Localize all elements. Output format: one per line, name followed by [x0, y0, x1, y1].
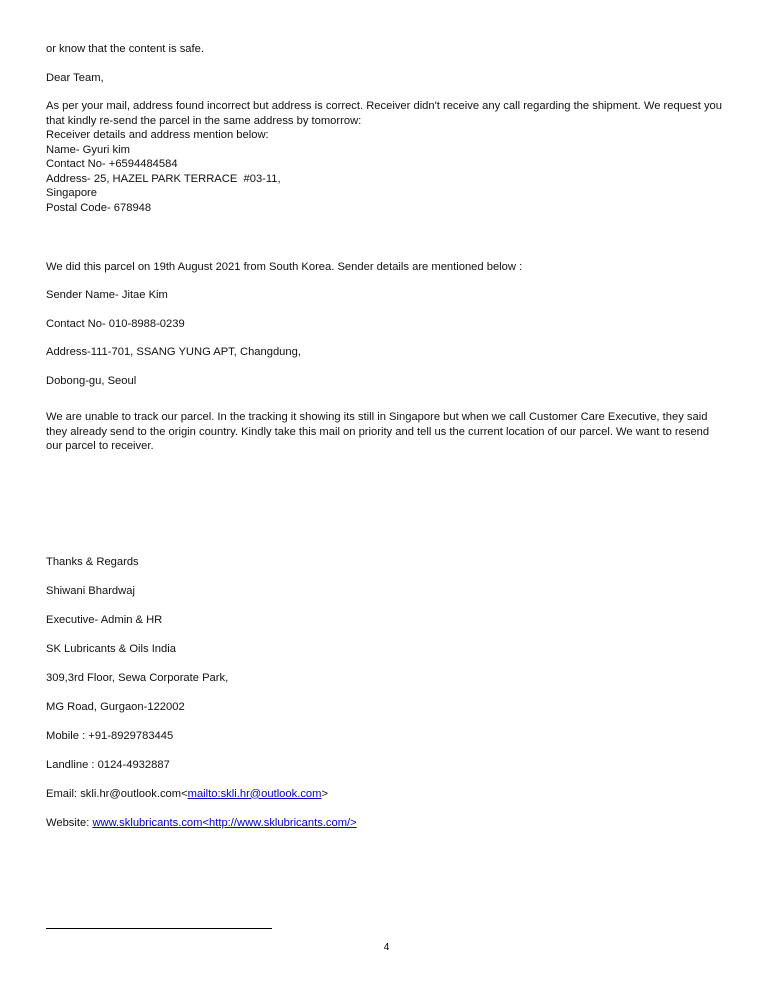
- page-number: 4: [383, 942, 390, 953]
- sender-contact-line: Contact No- 010-8988-0239: [46, 317, 185, 330]
- signature-block: [46, 548, 727, 838]
- spacer: [46, 331, 727, 345]
- signature-closing: Thanks & Regards: [46, 555, 139, 568]
- sender-district-line: Dobong-gu, Seoul: [46, 374, 137, 387]
- signature-name: Shiwani Bhardwaj: [46, 584, 135, 597]
- spacer: [46, 388, 727, 410]
- receiver-address: Address- 25, HAZEL PARK TERRACE #03-11,: [46, 172, 281, 185]
- spacer: [46, 274, 727, 288]
- signature-address-line-2: MG Road, Gurgaon-122002: [46, 700, 185, 713]
- request-paragraph: As per your mail, address found incorrect but address is correct. Receiver didn't receive any call regarding the shipment. We request you that kindly re-send the parcel in the same address by tomorrow:: [46, 100, 722, 127]
- spacer: [46, 303, 727, 317]
- salutation-text: Dear Team,: [46, 71, 104, 84]
- signature-website-link[interactable]: www.sklubricants.com<http://www.sklubricants.com/>: [92, 816, 357, 829]
- spacer: [46, 57, 727, 71]
- receiver-details-block: [46, 128, 727, 216]
- footnote-separator: [46, 928, 272, 929]
- signature-landline: Landline : 0124-4932887: [46, 758, 170, 771]
- document-body: [46, 42, 727, 838]
- sender-address-line: Address-111-701, SSANG YUNG APT, Changdung,: [46, 346, 301, 359]
- signature-email-row: [46, 780, 727, 809]
- signature-address-line-1: 309,3rd Floor, Sewa Corporate Park,: [46, 671, 229, 684]
- signature-company: SK Lubricants & Oils India: [46, 642, 176, 655]
- receiver-name: Name- Gyuri kim: [46, 143, 130, 156]
- receiver-details-heading: Receiver details and address mention below:: [46, 129, 269, 141]
- spacer: [46, 526, 727, 548]
- signature-designation: Executive- Admin & HR: [46, 613, 163, 626]
- receiver-contact: Contact No- +6594484584: [46, 158, 178, 171]
- signature-website-row: [46, 809, 727, 838]
- signature-email-suffix: >: [321, 787, 329, 800]
- spacer: [46, 454, 727, 526]
- receiver-country: Singapore: [46, 187, 98, 200]
- signature-mobile: Mobile : +91-8929783445: [46, 729, 174, 742]
- spacer: [46, 85, 727, 99]
- spacer: [46, 216, 727, 260]
- sender-name-line: Sender Name- Jitae Kim: [46, 289, 168, 302]
- top-fragment-text: or know that the content is safe.: [46, 43, 204, 55]
- shipment-intro-text: We did this parcel on 19th August 2021 from South Korea. Sender details are mentioned below :: [46, 260, 523, 273]
- tracking-paragraph: We are unable to track our parcel. In the tracking it showing its still in Singapore but when we call Customer Care Executive, they said they already send to the origin country. Kindly take this mail on priority and tell us the current location of our parcel. We want to resend our parcel to receiver.: [46, 411, 710, 453]
- signature-email-prefix: Email: skli.hr@outlook.com<: [46, 787, 188, 800]
- signature-website-prefix: Website:: [46, 816, 93, 829]
- spacer: [46, 360, 727, 374]
- receiver-postal-code: Postal Code- 678948: [46, 201, 152, 214]
- signature-email-link[interactable]: mailto:skli.hr@outlook.com: [187, 787, 322, 800]
